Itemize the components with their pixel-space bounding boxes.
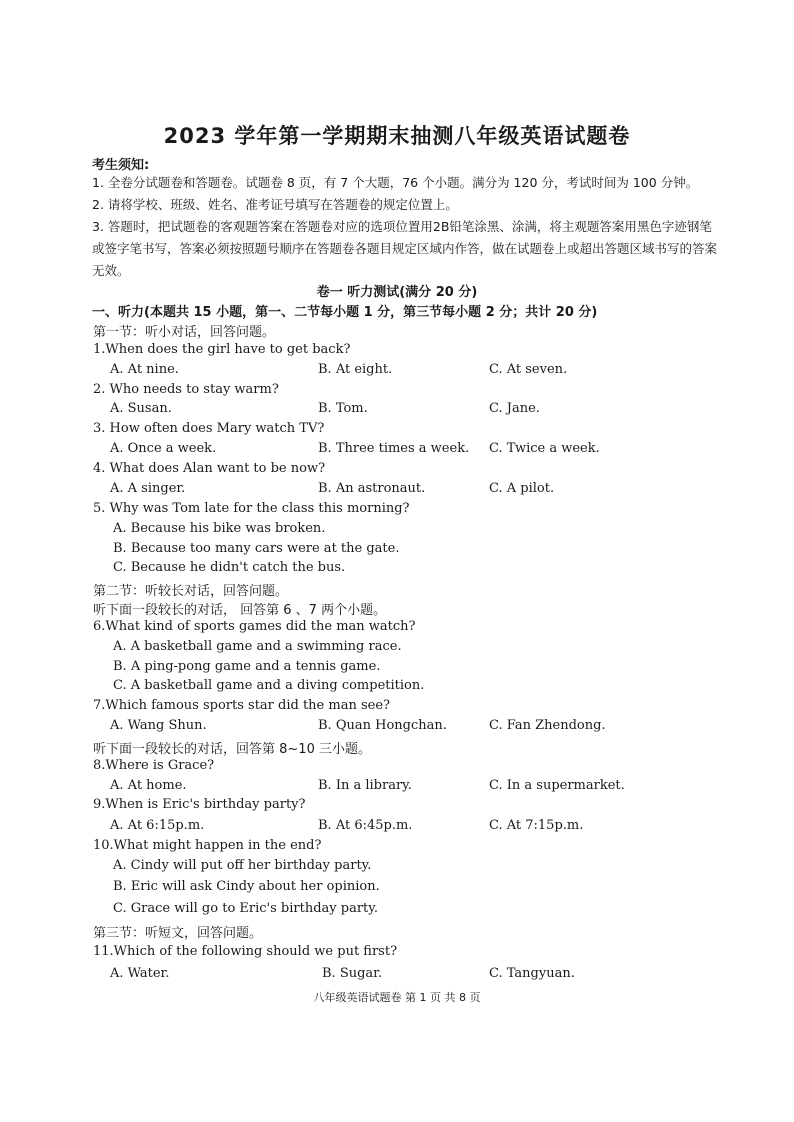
sub-section-3: 第三节：听短文，回答问题。	[93, 926, 263, 941]
q3-option-a: A. Once a week.	[110, 441, 217, 456]
question-5: 5. Why was Tom late for the class this morning?	[93, 501, 410, 516]
q6-option-b: B. A ping-pong game and a tennis game.	[113, 659, 381, 674]
page-title: 2023 学年第一学期期末抽测八年级英语试题卷	[163, 124, 631, 148]
question-7: 7.Which famous sports star did the man see?	[93, 698, 390, 713]
q11-option-b: B. Sugar.	[322, 966, 383, 981]
question-10: 10.What might happen in the end?	[93, 838, 322, 853]
q7-option-b: B. Quan Hongchan.	[318, 718, 447, 733]
q9-option-a: A. At 6:15p.m.	[110, 818, 205, 833]
q3-option-b: B. Three times a week.	[318, 441, 470, 456]
q5-option-b: B. Because too many cars were at the gate.	[113, 541, 400, 556]
q9-option-b: B. At 6:45p.m.	[318, 818, 413, 833]
question-1: 1.When does the girl have to get back?	[93, 342, 351, 357]
question-3: 3. How often does Mary watch TV?	[93, 421, 325, 436]
q8-option-b: B. In a library.	[318, 778, 412, 793]
q1-option-c: C. At seven.	[489, 362, 568, 377]
q2-option-a: A. Susan.	[110, 401, 172, 416]
notice-item-3: 3. 答题时，把试题卷的客观题答案在答题卷对应的选项位置用2B铅笔涂黑、涂满，将主观题答案用黑色字迹钢笔或签字笔书写，答案必须按照题号顺序在答题卷各题目规定区域内作答，做在试题卷上或超出答题区域书写的答案无效。	[92, 219, 718, 278]
q8-option-c: C. In a supermarket.	[489, 778, 625, 793]
q2-option-b: B. Tom.	[318, 401, 368, 416]
sub-section-2: 第二节：听较长对话，回答问题。	[93, 584, 289, 599]
question-4: 4. What does Alan want to be now?	[93, 461, 326, 476]
question-2: 2. Who needs to stay warm?	[93, 382, 279, 397]
q4-option-c: C. A pilot.	[489, 481, 555, 496]
q8-option-a: A. At home.	[110, 778, 187, 793]
question-6: 6.What kind of sports games did the man watch?	[93, 619, 416, 634]
sub-section-1: 第一节：听小对话，回答问题。	[93, 325, 276, 340]
section-title: 卷一 听力测试(满分 20 分)	[316, 285, 478, 300]
page-footer: 八年级英语试题卷 第 1 页 共 8 页	[313, 991, 481, 1004]
part-title: 一、听力(本题共 15 小题，第一、二节每小题 1 分，第三节每小题 2 分；共计 20 分)	[92, 305, 598, 320]
q11-option-a: A. Water.	[110, 966, 170, 981]
notice-item-2: 2. 请将学校、班级、姓名、准考证号填写在答题卷的规定位置上。	[92, 197, 458, 212]
q7-option-c: C. Fan Zhendong.	[489, 718, 606, 733]
sub-section-2-intro-1: 听下面一段较长的对话， 回答第 6 、7 两个小题。	[93, 603, 387, 618]
notice-item-1: 1. 全卷分试题卷和答题卷。试题卷 8 页，有 7 个大题，76 个小题。满分为 120 分，考试时间为 100 分钟。	[92, 175, 699, 190]
q5-option-a: A. Because his bike was broken.	[113, 521, 326, 536]
notice-heading: 考生须知:	[92, 158, 150, 173]
q11-option-c: C. Tangyuan.	[489, 966, 575, 981]
q6-option-c: C. A basketball game and a diving competition.	[113, 678, 425, 693]
q1-option-b: B. At eight.	[318, 362, 393, 377]
q2-option-c: C. Jane.	[489, 401, 540, 416]
q3-option-c: C. Twice a week.	[489, 441, 600, 456]
q1-option-a: A. At nine.	[110, 362, 179, 377]
q10-option-b: B. Eric will ask Cindy about her opinion.	[113, 879, 380, 894]
q7-option-a: A. Wang Shun.	[110, 718, 207, 733]
question-11: 11.Which of the following should we put first?	[93, 944, 398, 959]
q6-option-a: A. A basketball game and a swimming race.	[113, 639, 402, 654]
q4-option-b: B. An astronaut.	[318, 481, 426, 496]
q5-option-c: C. Because he didn't catch the bus.	[113, 560, 346, 575]
sub-section-2-intro-2: 听下面一段较长的对话，回答第 8~10 三小题。	[93, 742, 371, 757]
question-8: 8.Where is Grace?	[93, 758, 215, 773]
q10-option-a: A. Cindy will put off her birthday party.	[113, 858, 372, 873]
q4-option-a: A. A singer.	[110, 481, 186, 496]
q10-option-c: C. Grace will go to Eric's birthday party.	[113, 901, 379, 916]
q9-option-c: C. At 7:15p.m.	[489, 818, 584, 833]
question-9: 9.When is Eric's birthday party?	[93, 797, 306, 812]
